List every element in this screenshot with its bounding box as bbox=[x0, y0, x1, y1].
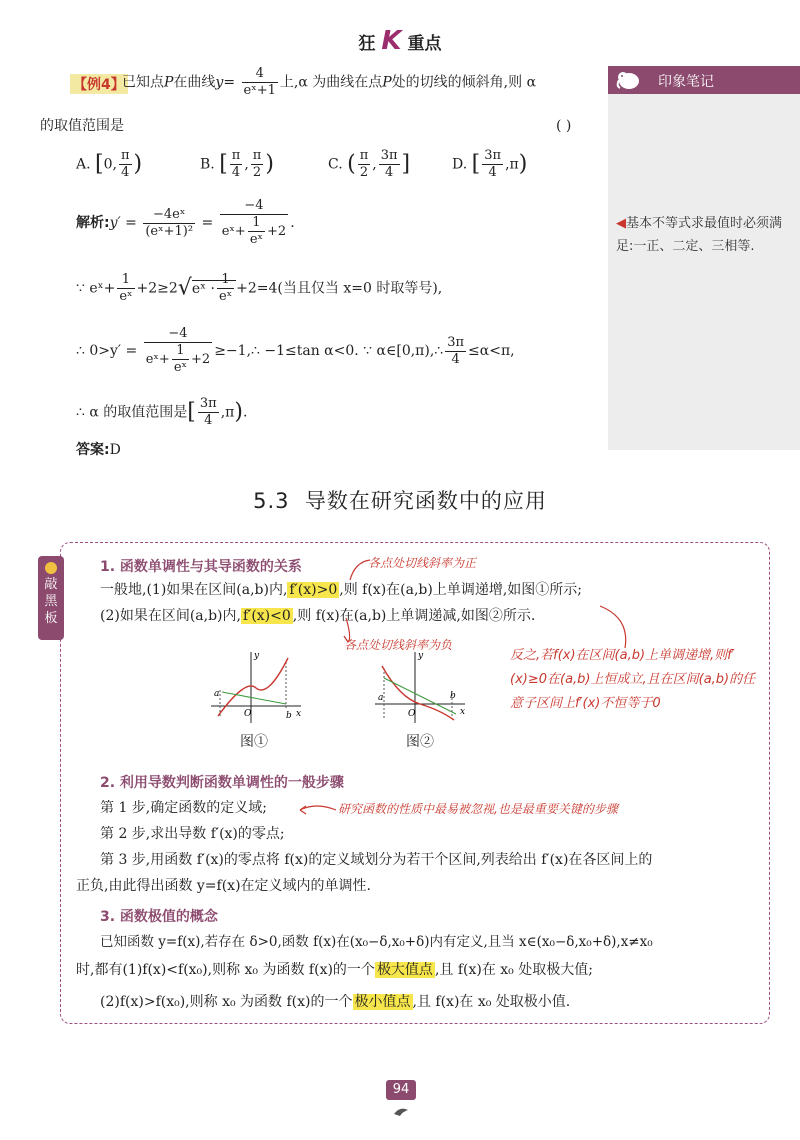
g1-curve bbox=[218, 658, 288, 716]
board-heading-1: 1. 函数单调性与其导函数的关系 bbox=[100, 559, 302, 575]
header-text-2: 重点 bbox=[407, 34, 442, 54]
p2-highlight: f′(x)<0 bbox=[242, 608, 291, 624]
solution-label: 解析: bbox=[76, 215, 110, 231]
sol2-frac2 bbox=[217, 272, 234, 305]
option-b-frac1 bbox=[230, 148, 243, 181]
option-b-lbracket: [ bbox=[219, 151, 228, 177]
sidebar-note-text: 基本不等式求最值时必须满足:一正、二定、三相等. bbox=[616, 216, 783, 254]
sol4-rparen: ) bbox=[234, 399, 243, 425]
option-c-rbracket: ] bbox=[401, 151, 411, 177]
section-title-text: 导数在研究函数中的应用 bbox=[304, 489, 547, 513]
sqrt-content bbox=[191, 272, 236, 304]
board-heading-3: 3. 函数极值的概念 bbox=[100, 909, 218, 925]
option-a-start: 0, bbox=[103, 156, 117, 173]
option-d-frac-den: 4 bbox=[488, 165, 497, 180]
p2-b: ,则 f(x)在(a,b)上单调递减,如图②所示. bbox=[292, 608, 536, 624]
option-d[interactable] bbox=[452, 148, 527, 181]
g2-label-x: x bbox=[460, 707, 466, 717]
option-c-frac2-num: 3π bbox=[380, 148, 398, 163]
bird-icon bbox=[392, 1104, 410, 1118]
solution-line-1: 解析:y′ = $\frac{\text{−4eˣ}}{\text{(eˣ+1)²}}$ = −4 eˣ+ $\frac{1}{\text{eˣ}}$ +2 . bbox=[76, 198, 295, 247]
handwritten-note-1: 各点处切线斜率为正 bbox=[368, 556, 477, 570]
option-c-frac2-den: 4 bbox=[384, 165, 394, 180]
option-a-frac bbox=[119, 148, 132, 181]
q-fraction bbox=[242, 66, 278, 99]
option-b-label: B. bbox=[200, 156, 215, 173]
solution-line-3 bbox=[76, 326, 515, 376]
section-title bbox=[0, 485, 800, 515]
g2-tangent bbox=[384, 678, 456, 714]
sol1-frac2 bbox=[220, 198, 288, 248]
e3-b: ,且 f(x)在 x₀ 处取极小值. bbox=[412, 994, 571, 1010]
sol2-frac-den: eˣ bbox=[119, 289, 133, 304]
sol4-lbracket: [ bbox=[187, 399, 196, 425]
option-b[interactable]: B. [ $\frac{\pi}{4}$ , $\frac{\pi}{2}$ ) bbox=[200, 148, 274, 180]
sol1-frac1-num: −4eˣ bbox=[143, 207, 195, 224]
solution-line-4: ∴ α 的取值范围是[ $\frac{3\pi}{4}$ ,π). bbox=[76, 396, 248, 428]
handwritten-note-3: 反之,若f(x)在区间(a,b)上单调递增,则f′(x)≥0在(a,b)上恒成立,且在区间(a,b)的任意子区间上f′(x)不恒等于0 bbox=[510, 648, 756, 711]
board-heading-2: 2. 利用导数判断函数单调性的一般步骤 bbox=[100, 775, 344, 791]
g1-label-o: O bbox=[244, 709, 252, 719]
q-y: y= bbox=[215, 74, 236, 91]
g2-label-o: O bbox=[408, 709, 416, 719]
solution-line-2 bbox=[76, 272, 442, 305]
elephant-icon bbox=[613, 68, 643, 92]
sol2-frac-num: 1 bbox=[117, 272, 134, 289]
graph-increasing bbox=[206, 648, 306, 728]
q-frac-num: 4 bbox=[242, 66, 278, 83]
option-c-frac1-num: π bbox=[359, 148, 369, 163]
sol1-den-b: +2 bbox=[267, 224, 287, 239]
sol3-inner-num: 1 bbox=[172, 343, 189, 360]
option-c-lbracket: ( bbox=[347, 151, 356, 177]
sqrt-sign-icon: √ bbox=[177, 275, 192, 301]
option-d-lbracket: [ bbox=[471, 151, 481, 177]
extremum-line-1: 已知函数 y=f(x),若存在 δ>0,函数 f(x)在(x₀−δ,x₀+δ)内有定义,且当 x∈(x₀−δ,x₀+δ),x≠x₀ bbox=[100, 934, 653, 950]
notes-sidebar-title: 印象笔记 bbox=[658, 74, 714, 90]
sol4-a: ∴ α 的取值范围是 bbox=[76, 404, 188, 421]
g1-label-a: a bbox=[214, 689, 220, 699]
sol1-inner-frac bbox=[248, 215, 265, 248]
q-text-4: 处的切线的倾斜角,则 α bbox=[391, 74, 537, 91]
sol4-frac-den: 4 bbox=[204, 413, 213, 428]
figure-1-caption: 图① bbox=[240, 734, 268, 750]
acorn-icon bbox=[45, 562, 57, 574]
q-frac-den: eˣ+1 bbox=[243, 83, 276, 98]
sol3-frac bbox=[144, 326, 212, 376]
option-d-frac-num: 3π bbox=[484, 148, 502, 163]
step-3a: 第 3 步,用函数 f′(x)的零点将 f(x)的定义域划分为若干个区间,列表给出 f′(x)在各区间上的 bbox=[100, 852, 653, 868]
handwritten-note-2: 各点处切线斜率为负 bbox=[344, 638, 453, 652]
option-a-label: A. bbox=[76, 156, 91, 173]
sol3-frac-num: −4 bbox=[144, 326, 212, 343]
sol1-inner-den: eˣ bbox=[249, 232, 264, 247]
sol2-d: +2=4(当且仅当 x=0 时取等号), bbox=[236, 280, 443, 297]
header-k-logo: K bbox=[381, 26, 402, 56]
p1-b: ,则 f(x)在(a,b)上单调递增,如图①所示; bbox=[339, 582, 583, 598]
e2-a: 时,都有(1)f(x)<f(x₀),则称 x₀ 为函数 f(x)的一个 bbox=[76, 962, 375, 978]
sol3-b: ≥−1,∴ −1≤tan α<0. ∵ α∈[0,π),∴ bbox=[214, 343, 444, 359]
step-1: 第 1 步,确定函数的定义域; bbox=[100, 800, 267, 816]
board-tab-label: 敲黑板 bbox=[44, 577, 58, 626]
option-b-frac2 bbox=[251, 148, 264, 181]
g2-curve bbox=[382, 666, 454, 720]
annotation-arrows bbox=[330, 548, 630, 658]
sol1-frac1-den: (eˣ+1)² bbox=[145, 223, 194, 239]
option-a-lbracket: [ bbox=[95, 151, 104, 177]
option-a[interactable] bbox=[76, 148, 142, 181]
option-b-frac1-den: 4 bbox=[231, 165, 241, 180]
sol3-inner-den: eˣ bbox=[173, 360, 188, 375]
option-c-frac1 bbox=[358, 148, 371, 181]
sol2-frac2-den: eˣ bbox=[218, 289, 233, 304]
p2-a: (2)如果在区间(a,b)内, bbox=[100, 608, 241, 624]
option-b-rbracket: ) bbox=[265, 151, 274, 177]
sol3-den-a: eˣ+ bbox=[145, 352, 170, 367]
option-c[interactable]: C. ( $\frac{\pi}{2}$ , $\frac{3\pi}{4}$ ] bbox=[328, 148, 411, 180]
answer-line bbox=[76, 440, 121, 460]
page-number: 94 bbox=[386, 1080, 416, 1100]
g2-label-b: b bbox=[450, 691, 456, 701]
handwritten-note-4: 研究函数的性质中最易被忽视,也是最重要关键的步骤 bbox=[338, 802, 618, 816]
answer-label: 答案: bbox=[76, 442, 110, 458]
g1-tangent bbox=[222, 692, 286, 704]
sol1-frac2-den bbox=[220, 215, 288, 248]
sol4-b: ,π bbox=[220, 404, 235, 421]
notes-sidebar bbox=[608, 66, 800, 450]
e3-a: (2)f(x)>f(x₀),则称 x₀ 为函数 f(x)的一个 bbox=[100, 994, 353, 1010]
option-b-frac1-num: π bbox=[231, 148, 241, 163]
extremum-line-2 bbox=[76, 960, 593, 980]
sol3-den-b: +2 bbox=[191, 352, 211, 367]
graph-decreasing bbox=[370, 648, 470, 728]
answer-paren: ( ) bbox=[556, 118, 572, 134]
arrow-note-1 bbox=[350, 560, 370, 580]
option-a-frac-num: π bbox=[120, 148, 130, 163]
g1-label-x: x bbox=[296, 709, 302, 719]
option-c-label: C. bbox=[328, 156, 343, 173]
sol1-eq: = bbox=[201, 215, 214, 231]
arrow-note-2 bbox=[344, 618, 350, 642]
p1-highlight: f′(x)>0 bbox=[289, 582, 338, 598]
question-line-1 bbox=[122, 66, 536, 99]
sol2-frac bbox=[117, 272, 134, 305]
sol3-inner-frac bbox=[172, 343, 189, 376]
extremum-line-3 bbox=[100, 992, 570, 1012]
sol3-frac2-num: 3π bbox=[447, 334, 465, 350]
question-line-2: 的取值范围是 bbox=[40, 118, 124, 134]
option-d-end: ,π bbox=[505, 156, 519, 173]
q-text-1: 已知点 bbox=[122, 74, 164, 91]
answer-value: D bbox=[109, 442, 121, 458]
g2-label-y: y bbox=[418, 651, 424, 661]
option-d-rbracket: ) bbox=[518, 151, 528, 177]
g2-label-a: a bbox=[378, 693, 384, 703]
option-d-label: D. bbox=[452, 156, 468, 173]
header-text-1: 狂 bbox=[358, 34, 376, 54]
q-point-2: P bbox=[382, 74, 392, 91]
sol2-c: eˣ · bbox=[191, 280, 215, 297]
sol2-frac2-num: 1 bbox=[217, 272, 234, 289]
running-header bbox=[0, 26, 800, 56]
sol3-frac2-den: 4 bbox=[451, 351, 460, 367]
sol2-b: +2≥2 bbox=[136, 280, 178, 297]
e2-highlight: 极大值点 bbox=[376, 962, 433, 978]
q-text-3: 上,α 为曲线在点 bbox=[279, 74, 383, 91]
sol3-frac2 bbox=[445, 335, 466, 368]
option-d-frac bbox=[482, 148, 503, 181]
option-c-frac2 bbox=[379, 148, 400, 181]
g1-label-y: y bbox=[254, 651, 260, 661]
board-tab bbox=[38, 556, 64, 640]
step-3b: 正负,由此得出函数 y=f(x)在定义域内的单调性. bbox=[76, 878, 371, 894]
sol1-lhs: y′ = bbox=[109, 215, 137, 231]
sol3-c: ≤α<π, bbox=[468, 343, 515, 359]
e3-highlight: 极小值点 bbox=[354, 994, 411, 1010]
sol4-frac bbox=[198, 396, 219, 429]
option-b-frac2-num: π bbox=[252, 148, 262, 163]
sol1-inner-num: 1 bbox=[248, 215, 265, 232]
sol4-frac-num: 3π bbox=[199, 396, 217, 411]
sol3-frac-den bbox=[144, 343, 212, 376]
option-b-frac2-den: 2 bbox=[252, 165, 262, 180]
figure-2-caption: 图② bbox=[406, 734, 434, 750]
section-number: 5.3 bbox=[253, 489, 290, 513]
arrow-note-4 bbox=[296, 800, 340, 820]
step-2: 第 2 步,求出导数 f′(x)的零点; bbox=[100, 826, 285, 842]
p1-a: 一般地,(1)如果在区间(a,b)内, bbox=[100, 582, 288, 598]
example-label: 【例4】 bbox=[70, 74, 128, 94]
option-a-rbracket: ) bbox=[133, 151, 143, 177]
e2-b: ,且 f(x)在 x₀ 处取极大值; bbox=[434, 962, 593, 978]
q-point: P bbox=[164, 74, 174, 91]
triangle-marker-icon: ◀ bbox=[616, 216, 626, 231]
q-text-2: 在曲线 bbox=[173, 74, 216, 91]
sol2-a: ∵ eˣ+ bbox=[76, 280, 116, 297]
option-a-frac-den: 4 bbox=[121, 165, 130, 180]
sol3-a: ∴ 0>y′ = bbox=[76, 343, 138, 359]
arrow-note-3 bbox=[600, 606, 626, 648]
sol1-frac2-num: −4 bbox=[220, 198, 288, 215]
sidebar-note bbox=[616, 212, 788, 258]
sol1-frac1 bbox=[143, 207, 195, 240]
g1-label-b: b bbox=[286, 711, 292, 721]
option-c-frac1-den: 2 bbox=[359, 165, 369, 180]
sol1-den-a: eˣ+ bbox=[221, 224, 246, 239]
